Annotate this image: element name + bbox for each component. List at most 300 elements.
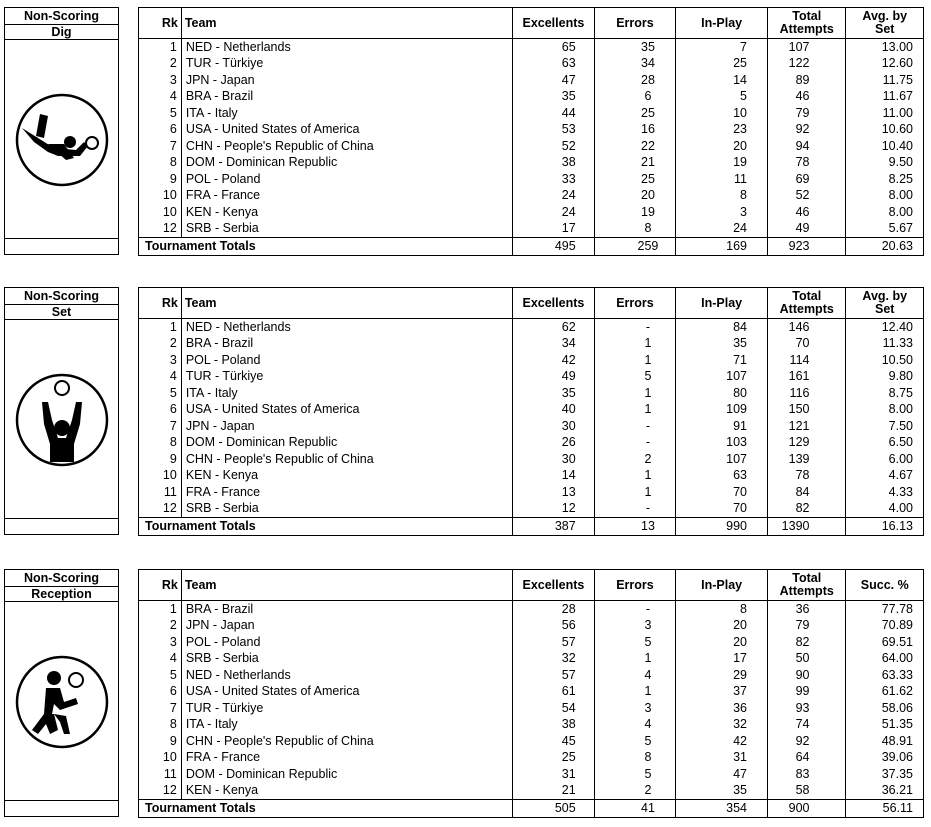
- errors-cell: 1: [594, 336, 676, 353]
- rank-cell: 3: [139, 352, 182, 369]
- total-attempts-cell: 78: [767, 468, 846, 485]
- errors-cell: 25: [594, 105, 676, 122]
- rate-cell: 69.51: [846, 634, 924, 651]
- team-cell: ITA - Italy: [181, 385, 512, 402]
- total-attempts-cell: 58: [767, 783, 846, 800]
- excellents-cell: 25: [513, 750, 595, 767]
- inplay-cell: 19: [676, 155, 768, 172]
- team-cell: JPN - Japan: [181, 618, 512, 635]
- inplay-cell: 8: [676, 601, 768, 618]
- total-attempts-cell: 92: [767, 733, 846, 750]
- col-team: Team: [181, 570, 512, 601]
- rank-cell: 11: [139, 484, 182, 501]
- rate-cell: 37.35: [846, 766, 924, 783]
- section-label-box: [4, 287, 119, 535]
- errors-cell: 1: [594, 684, 676, 701]
- table-row: [139, 501, 924, 518]
- section-dig: [4, 7, 924, 255]
- inplay-cell: 20: [676, 618, 768, 635]
- errors-cell: 35: [594, 39, 676, 56]
- section-label-box: [4, 569, 119, 817]
- team-cell: NED - Netherlands: [181, 667, 512, 684]
- col-total-attempts: [767, 288, 846, 319]
- dig-icon-wrap: [5, 40, 118, 240]
- inplay-cell: 31: [676, 750, 768, 767]
- rate-cell: 8.00: [846, 204, 924, 221]
- team-cell: SRB - Serbia: [181, 651, 512, 668]
- rank-cell: 10: [139, 750, 182, 767]
- rank-cell: 11: [139, 766, 182, 783]
- table-row: [139, 418, 924, 435]
- table-row: [139, 221, 924, 238]
- team-cell: DOM - Dominican Republic: [181, 435, 512, 452]
- rate-cell: 4.00: [846, 501, 924, 518]
- rate-cell: 8.25: [846, 171, 924, 188]
- inplay-cell: 10: [676, 105, 768, 122]
- errors-cell: 21: [594, 155, 676, 172]
- rate-cell: 64.00: [846, 651, 924, 668]
- team-cell: POL - Poland: [181, 352, 512, 369]
- rank-cell: 6: [139, 122, 182, 139]
- table-row: [139, 435, 924, 452]
- errors-cell: -: [594, 501, 676, 518]
- team-cell: USA - United States of America: [181, 402, 512, 419]
- excellents-cell: 34: [513, 336, 595, 353]
- inplay-cell: 84: [676, 319, 768, 336]
- col-total-line1: Total: [792, 289, 822, 303]
- total-attempts-cell: 46: [767, 89, 846, 106]
- table-row: [139, 634, 924, 651]
- excellents-cell: 35: [513, 89, 595, 106]
- errors-total: 13: [594, 518, 676, 536]
- excellents-cell: 47: [513, 72, 595, 89]
- rate-cell: 9.80: [846, 369, 924, 386]
- table-row: [139, 188, 924, 205]
- total-attempts-cell: 90: [767, 667, 846, 684]
- table-row: [139, 204, 924, 221]
- rank-cell: 10: [139, 468, 182, 485]
- errors-cell: 1: [594, 468, 676, 485]
- rank-cell: 7: [139, 418, 182, 435]
- total-attempts-cell: 52: [767, 188, 846, 205]
- table-row: [139, 155, 924, 172]
- team-cell: TUR - Türkiye: [181, 700, 512, 717]
- total-attempts-cell: 161: [767, 369, 846, 386]
- inplay-cell: 63: [676, 468, 768, 485]
- errors-cell: 1: [594, 484, 676, 501]
- rank-cell: 1: [139, 319, 182, 336]
- col-excellents: Excellents: [513, 288, 595, 319]
- team-cell: SRB - Serbia: [181, 501, 512, 518]
- team-cell: NED - Netherlands: [181, 319, 512, 336]
- table-row: [139, 618, 924, 635]
- rank-cell: 12: [139, 783, 182, 800]
- totals-row: [139, 238, 924, 256]
- rank-cell: 1: [139, 39, 182, 56]
- total-attempts-cell: 107: [767, 39, 846, 56]
- set-table: [138, 287, 924, 536]
- team-cell: DOM - Dominican Republic: [181, 155, 512, 172]
- section-set: [4, 287, 924, 535]
- excellents-cell: 14: [513, 468, 595, 485]
- excellents-cell: 56: [513, 618, 595, 635]
- total-attempts-cell: 83: [767, 766, 846, 783]
- section-label-line1: Non-Scoring: [24, 571, 99, 585]
- team-cell: POL - Poland: [181, 634, 512, 651]
- table-row: [139, 122, 924, 139]
- excellents-cell: 54: [513, 700, 595, 717]
- team-cell: CHN - People's Republic of China: [181, 138, 512, 155]
- rank-cell: 10: [139, 188, 182, 205]
- section-label-foot: [5, 238, 118, 254]
- table-row: [139, 766, 924, 783]
- excellents-cell: 63: [513, 56, 595, 73]
- col-excellents: Excellents: [513, 8, 595, 39]
- total-attempts-cell: 94: [767, 138, 846, 155]
- inplay-cell: 91: [676, 418, 768, 435]
- rank-cell: 5: [139, 667, 182, 684]
- table-row: [139, 402, 924, 419]
- rank-cell: 3: [139, 72, 182, 89]
- team-cell: KEN - Kenya: [181, 204, 512, 221]
- rate-cell: 10.40: [846, 138, 924, 155]
- total-attempts-cell: 146: [767, 319, 846, 336]
- excellents-cell: 65: [513, 39, 595, 56]
- rate-cell: 77.78: [846, 601, 924, 618]
- col-rk: Rk: [139, 288, 182, 319]
- table-row: [139, 336, 924, 353]
- rate-cell: 58.06: [846, 700, 924, 717]
- errors-cell: 25: [594, 171, 676, 188]
- team-cell: JPN - Japan: [181, 418, 512, 435]
- total-attempts-cell: 82: [767, 501, 846, 518]
- total-attempts-cell: 93: [767, 700, 846, 717]
- table-row: [139, 319, 924, 336]
- col-team: Team: [181, 8, 512, 39]
- excellents-cell: 32: [513, 651, 595, 668]
- inplay-cell: 20: [676, 138, 768, 155]
- inplay-cell: 37: [676, 684, 768, 701]
- rate-cell: 11.67: [846, 89, 924, 106]
- team-cell: BRA - Brazil: [181, 601, 512, 618]
- inplay-cell: 35: [676, 336, 768, 353]
- excellents-cell: 24: [513, 204, 595, 221]
- excellents-total: 495: [513, 238, 595, 256]
- inplay-cell: 107: [676, 451, 768, 468]
- col-avg-line1: Avg. by: [862, 9, 908, 23]
- rate-cell: 11.00: [846, 105, 924, 122]
- totals-label: Tournament Totals: [139, 800, 513, 818]
- errors-cell: 4: [594, 717, 676, 734]
- table-row: [139, 385, 924, 402]
- rank-cell: 6: [139, 684, 182, 701]
- col-inplay: In-Play: [676, 288, 768, 319]
- rank-cell: 3: [139, 634, 182, 651]
- total-attempts-total: 1390: [767, 518, 846, 536]
- excellents-cell: 28: [513, 601, 595, 618]
- total-attempts-cell: 129: [767, 435, 846, 452]
- team-cell: ITA - Italy: [181, 105, 512, 122]
- col-succ-label: Succ. %: [860, 577, 909, 592]
- errors-cell: 5: [594, 733, 676, 750]
- col-errors: Errors: [594, 8, 676, 39]
- rate-cell: 7.50: [846, 418, 924, 435]
- col-succ: [846, 570, 924, 601]
- col-avg: [846, 8, 924, 39]
- inplay-cell: 36: [676, 700, 768, 717]
- total-attempts-cell: 92: [767, 122, 846, 139]
- rank-cell: 2: [139, 336, 182, 353]
- errors-cell: 8: [594, 750, 676, 767]
- errors-cell: 5: [594, 369, 676, 386]
- inplay-cell: 17: [676, 651, 768, 668]
- table-row: [139, 484, 924, 501]
- total-attempts-cell: 89: [767, 72, 846, 89]
- errors-cell: 2: [594, 451, 676, 468]
- excellents-cell: 57: [513, 667, 595, 684]
- col-avg: [846, 288, 924, 319]
- inplay-cell: 11: [676, 171, 768, 188]
- excellents-cell: 12: [513, 501, 595, 518]
- total-attempts-cell: 139: [767, 451, 846, 468]
- set-icon-wrap: [5, 320, 118, 520]
- team-cell: BRA - Brazil: [181, 89, 512, 106]
- excellents-cell: 42: [513, 352, 595, 369]
- col-total-line1: Total: [792, 571, 822, 585]
- rank-cell: 2: [139, 56, 182, 73]
- rate-cell: 8.00: [846, 402, 924, 419]
- total-attempts-cell: 79: [767, 105, 846, 122]
- section-label-line1: Non-Scoring: [24, 289, 99, 303]
- excellents-cell: 57: [513, 634, 595, 651]
- team-cell: NED - Netherlands: [181, 39, 512, 56]
- excellents-cell: 17: [513, 221, 595, 238]
- inplay-total: 354: [676, 800, 768, 818]
- errors-cell: 3: [594, 618, 676, 635]
- excellents-cell: 38: [513, 717, 595, 734]
- table-header-row: [139, 8, 924, 39]
- col-avg-line1: Avg. by: [862, 289, 908, 303]
- inplay-cell: 3: [676, 204, 768, 221]
- section-label: [5, 8, 118, 40]
- errors-cell: -: [594, 319, 676, 336]
- section-label-line2: Dig: [5, 24, 118, 40]
- inplay-cell: 25: [676, 56, 768, 73]
- set-table-body: [139, 319, 924, 536]
- inplay-cell: 47: [676, 766, 768, 783]
- reception-table: [138, 569, 924, 818]
- total-attempts-cell: 116: [767, 385, 846, 402]
- table-row: [139, 369, 924, 386]
- team-cell: USA - United States of America: [181, 684, 512, 701]
- errors-cell: 5: [594, 634, 676, 651]
- inplay-cell: 14: [676, 72, 768, 89]
- errors-cell: 3: [594, 700, 676, 717]
- table-header-row: [139, 288, 924, 319]
- rate-cell: 9.50: [846, 155, 924, 172]
- table-row: [139, 601, 924, 618]
- section-label: [5, 288, 118, 320]
- col-total-attempts: [767, 570, 846, 601]
- inplay-cell: 70: [676, 484, 768, 501]
- errors-total: 259: [594, 238, 676, 256]
- rank-cell: 4: [139, 651, 182, 668]
- rank-cell: 7: [139, 138, 182, 155]
- table-row: [139, 72, 924, 89]
- total-attempts-cell: 64: [767, 750, 846, 767]
- excellents-cell: 26: [513, 435, 595, 452]
- errors-cell: 19: [594, 204, 676, 221]
- dig-table-body: [139, 39, 924, 256]
- rate-total: 20.63: [846, 238, 924, 256]
- excellents-cell: 49: [513, 369, 595, 386]
- table-row: [139, 717, 924, 734]
- errors-cell: 6: [594, 89, 676, 106]
- table-row: [139, 468, 924, 485]
- total-attempts-cell: 79: [767, 618, 846, 635]
- excellents-cell: 24: [513, 188, 595, 205]
- total-attempts-cell: 69: [767, 171, 846, 188]
- section-reception: [4, 569, 924, 817]
- rate-cell: 10.60: [846, 122, 924, 139]
- set-player-icon: [14, 372, 110, 468]
- team-cell: CHN - People's Republic of China: [181, 451, 512, 468]
- rank-cell: 4: [139, 89, 182, 106]
- totals-row: [139, 800, 924, 818]
- col-avg-line2: Set: [875, 22, 895, 36]
- dig-table: [138, 7, 924, 256]
- table-header-row: [139, 570, 924, 601]
- col-total-line1: Total: [792, 9, 822, 23]
- rate-cell: 12.40: [846, 319, 924, 336]
- table-row: [139, 352, 924, 369]
- table-row: [139, 89, 924, 106]
- rate-cell: 11.33: [846, 336, 924, 353]
- table-row: [139, 171, 924, 188]
- rank-cell: 10: [139, 204, 182, 221]
- inplay-cell: 29: [676, 667, 768, 684]
- errors-cell: -: [594, 601, 676, 618]
- rank-cell: 8: [139, 717, 182, 734]
- errors-total: 41: [594, 800, 676, 818]
- errors-cell: 16: [594, 122, 676, 139]
- rate-cell: 6.00: [846, 451, 924, 468]
- rate-cell: 5.67: [846, 221, 924, 238]
- total-attempts-cell: 50: [767, 651, 846, 668]
- total-attempts-cell: 82: [767, 634, 846, 651]
- rate-cell: 11.75: [846, 72, 924, 89]
- col-inplay: In-Play: [676, 8, 768, 39]
- rank-cell: 5: [139, 385, 182, 402]
- col-excellents: Excellents: [513, 570, 595, 601]
- rate-total: 56.11: [846, 800, 924, 818]
- col-inplay: In-Play: [676, 570, 768, 601]
- rate-cell: 10.50: [846, 352, 924, 369]
- excellents-cell: 35: [513, 385, 595, 402]
- section-label: [5, 570, 118, 602]
- excellents-total: 505: [513, 800, 595, 818]
- total-attempts-cell: 49: [767, 221, 846, 238]
- col-errors: Errors: [594, 288, 676, 319]
- col-team: Team: [181, 288, 512, 319]
- excellents-cell: 21: [513, 783, 595, 800]
- errors-cell: 1: [594, 385, 676, 402]
- table-row: [139, 39, 924, 56]
- rate-total: 16.13: [846, 518, 924, 536]
- inplay-cell: 5: [676, 89, 768, 106]
- errors-cell: -: [594, 418, 676, 435]
- rate-cell: 4.67: [846, 468, 924, 485]
- rank-cell: 7: [139, 700, 182, 717]
- team-cell: TUR - Türkiye: [181, 369, 512, 386]
- errors-cell: 5: [594, 766, 676, 783]
- team-cell: KEN - Kenya: [181, 468, 512, 485]
- col-avg-line2: Set: [875, 302, 895, 316]
- errors-cell: 22: [594, 138, 676, 155]
- table-row: [139, 56, 924, 73]
- errors-cell: 20: [594, 188, 676, 205]
- total-attempts-cell: 121: [767, 418, 846, 435]
- inplay-cell: 8: [676, 188, 768, 205]
- excellents-cell: 30: [513, 418, 595, 435]
- rate-cell: 12.60: [846, 56, 924, 73]
- table-row: [139, 684, 924, 701]
- team-cell: CHN - People's Republic of China: [181, 733, 512, 750]
- rank-cell: 1: [139, 601, 182, 618]
- excellents-cell: 40: [513, 402, 595, 419]
- excellents-cell: 13: [513, 484, 595, 501]
- team-cell: FRA - France: [181, 750, 512, 767]
- errors-cell: 28: [594, 72, 676, 89]
- excellents-cell: 61: [513, 684, 595, 701]
- section-label-box: [4, 7, 119, 255]
- rate-cell: 36.21: [846, 783, 924, 800]
- errors-cell: 1: [594, 402, 676, 419]
- inplay-cell: 103: [676, 435, 768, 452]
- inplay-cell: 42: [676, 733, 768, 750]
- rate-cell: 61.62: [846, 684, 924, 701]
- errors-cell: -: [594, 435, 676, 452]
- table-row: [139, 651, 924, 668]
- total-attempts-cell: 84: [767, 484, 846, 501]
- team-cell: ITA - Italy: [181, 717, 512, 734]
- errors-cell: 1: [594, 352, 676, 369]
- excellents-total: 387: [513, 518, 595, 536]
- errors-cell: 2: [594, 783, 676, 800]
- team-cell: JPN - Japan: [181, 72, 512, 89]
- totals-label: Tournament Totals: [139, 238, 513, 256]
- rate-cell: 39.06: [846, 750, 924, 767]
- excellents-cell: 44: [513, 105, 595, 122]
- excellents-cell: 31: [513, 766, 595, 783]
- excellents-cell: 52: [513, 138, 595, 155]
- excellents-cell: 30: [513, 451, 595, 468]
- section-label-foot: [5, 518, 118, 534]
- reception-player-icon: [14, 654, 110, 750]
- inplay-cell: 32: [676, 717, 768, 734]
- inplay-cell: 109: [676, 402, 768, 419]
- table-row: [139, 750, 924, 767]
- col-rk: Rk: [139, 570, 182, 601]
- total-attempts-cell: 46: [767, 204, 846, 221]
- col-total-line2: Attempts: [779, 584, 834, 598]
- total-attempts-cell: 70: [767, 336, 846, 353]
- inplay-total: 990: [676, 518, 768, 536]
- team-cell: USA - United States of America: [181, 122, 512, 139]
- excellents-cell: 45: [513, 733, 595, 750]
- section-label-line2: Reception: [5, 586, 118, 602]
- inplay-cell: 71: [676, 352, 768, 369]
